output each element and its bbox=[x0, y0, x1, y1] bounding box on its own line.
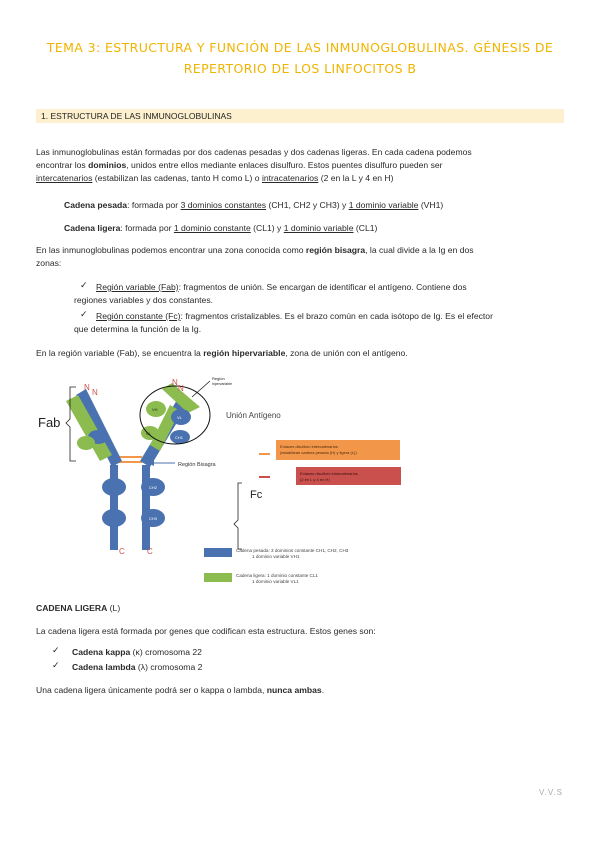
vl-label: VL bbox=[177, 415, 182, 420]
kappa-item: Cadena kappa (κ) cromosoma 22 bbox=[72, 647, 202, 657]
intro-line-1: Las inmunoglobulinas están formadas por dos cadenas pesadas y dos cadenas ligeras. En cada cadena podemos bbox=[36, 147, 472, 157]
ch1-label: CH1 bbox=[175, 435, 184, 440]
check-icon: ✓ bbox=[52, 645, 60, 655]
fc-brace bbox=[234, 483, 242, 549]
fab-item: Región variable (Fab): fragmentos de unión. Se encargan de identificar el antígeno. Contiene dos regiones variables y dos constantes. bbox=[74, 282, 467, 305]
antibody-diagram bbox=[30, 365, 560, 590]
ch3-left-domain bbox=[102, 509, 126, 527]
ch2-label: CH2 bbox=[149, 485, 158, 490]
c-label: C bbox=[147, 547, 153, 556]
legend-red-box bbox=[296, 467, 401, 485]
check-icon: ✓ bbox=[52, 660, 60, 670]
region-hipervariable-label: Región bbox=[212, 376, 225, 381]
term-dominios: dominios bbox=[88, 160, 127, 170]
bisagra-paragraph: En las inmunoglobulinas podemos encontrar una zona conocida como región bisagra, la cual divide a la Ig en dos zonas: bbox=[36, 245, 474, 268]
cadena-ligera-paragraph: La cadena ligera está formada por genes que codifican esta estructura. Estos genes son: bbox=[36, 626, 376, 636]
ch3-label: CH3 bbox=[149, 516, 158, 521]
n-label: N bbox=[178, 384, 184, 393]
union-antigeno-label: Unión Antígeno bbox=[226, 411, 281, 420]
check-icon: ✓ bbox=[80, 309, 88, 319]
legend-orange-text-2: (estabilizan cadena pesada (H) y ligera (L)) bbox=[280, 450, 357, 455]
section-heading: 1. ESTRUCTURA DE LAS INMUNOGLOBULINAS bbox=[36, 109, 564, 123]
c-label: C bbox=[119, 547, 125, 556]
legend-heavy-chain-swatch bbox=[204, 548, 232, 557]
legend-heavy-text-2: 1 dominio variable VH1 bbox=[252, 554, 300, 559]
intro-line-3: intercatenarios (estabilizan las cadenas, tanto H como L) o intracatenarios (2 en la L y 4 en H) bbox=[36, 173, 394, 183]
check-icon: ✓ bbox=[80, 280, 88, 290]
intro-paragraph bbox=[36, 146, 566, 185]
region-bisagra-label: Región Bisagra bbox=[178, 462, 216, 468]
legend-light-chain-swatch bbox=[204, 573, 232, 582]
region-hipervariable-label-2: hipervariable bbox=[212, 382, 233, 386]
hinge-bond-1 bbox=[118, 456, 142, 458]
title-line-1: TEMA 3: ESTRUCTURA Y FUNCIÓN DE LAS INMUNOGLOBULINAS. GÉNESIS DE bbox=[46, 40, 554, 55]
n-label: N bbox=[92, 388, 98, 397]
term-intracatenarios: intracatenarios bbox=[261, 173, 319, 183]
heavy-chain-stem-left bbox=[110, 465, 118, 550]
legend-light-text-2: 1 dominio variable VL1 bbox=[252, 579, 299, 584]
legend-orange-text-1: Enlaces disulfuro intercatenarios bbox=[280, 444, 338, 449]
footer-initials: V.V.S bbox=[539, 788, 563, 797]
fc-item: Región constante (Fc): fragmentos cristalizables. Es el brazo común en cada isótopo de Ig. Es el efector que determina la función de la Ig. bbox=[74, 311, 493, 334]
ch2-left-domain bbox=[102, 478, 126, 496]
vh-label: VH bbox=[152, 407, 158, 412]
cl-left-domain bbox=[77, 436, 95, 450]
cadena-pesada-line: Cadena pesada: formada por 3 dominios constantes (CH1, CH2 y CH3) y 1 dominio variable (VH1) bbox=[64, 200, 444, 210]
legend-heavy-text-1: Cadena pesada: 3 dominios constante CH1, CH2, CH3 bbox=[236, 548, 349, 553]
lambda-item: Cadena lambda (λ) cromosoma 2 bbox=[72, 662, 203, 672]
hinge-bond-2 bbox=[118, 461, 142, 463]
term-intercatenarios: intercatenarios bbox=[36, 173, 93, 183]
intro-line-2: encontrar los dominios, unidos entre ellos mediante enlaces disulfuro. Estos puentes disulfuro pueden ser bbox=[36, 160, 443, 170]
legend-red-text-1: Enlaces disulfuro intracatenarios bbox=[300, 471, 358, 476]
cl-label: CL bbox=[146, 431, 152, 436]
hipervariable-line: En la región variable (Fab), se encuentra la región hipervariable, zona de unión con el antígeno. bbox=[36, 348, 408, 358]
heavy-chain-stem-right bbox=[142, 465, 150, 550]
conclusion-line: Una cadena ligera únicamente podrá ser o kappa o lambda, nunca ambas. bbox=[36, 685, 325, 695]
cadena-ligera-heading: CADENA LIGERA (L) bbox=[36, 603, 121, 613]
legend-light-text-1: Cadena ligera: 1 dominio constante CL1 bbox=[236, 573, 318, 578]
document-title bbox=[20, 37, 580, 79]
legend-red-text-2: (2 en L y 4 en H) bbox=[300, 477, 330, 482]
title-line-2: REPERTORIO DE LOS LINFOCITOS B bbox=[183, 61, 417, 76]
cadena-ligera-line: Cadena ligera: formada por 1 dominio constante (CL1) y 1 dominio variable (CL1) bbox=[64, 223, 378, 233]
fab-label: Fab bbox=[38, 415, 61, 430]
hipervariable-pointer bbox=[192, 381, 210, 397]
fc-label: Fc bbox=[250, 489, 263, 501]
n-label: N bbox=[84, 383, 90, 392]
n-label: N bbox=[172, 378, 178, 387]
